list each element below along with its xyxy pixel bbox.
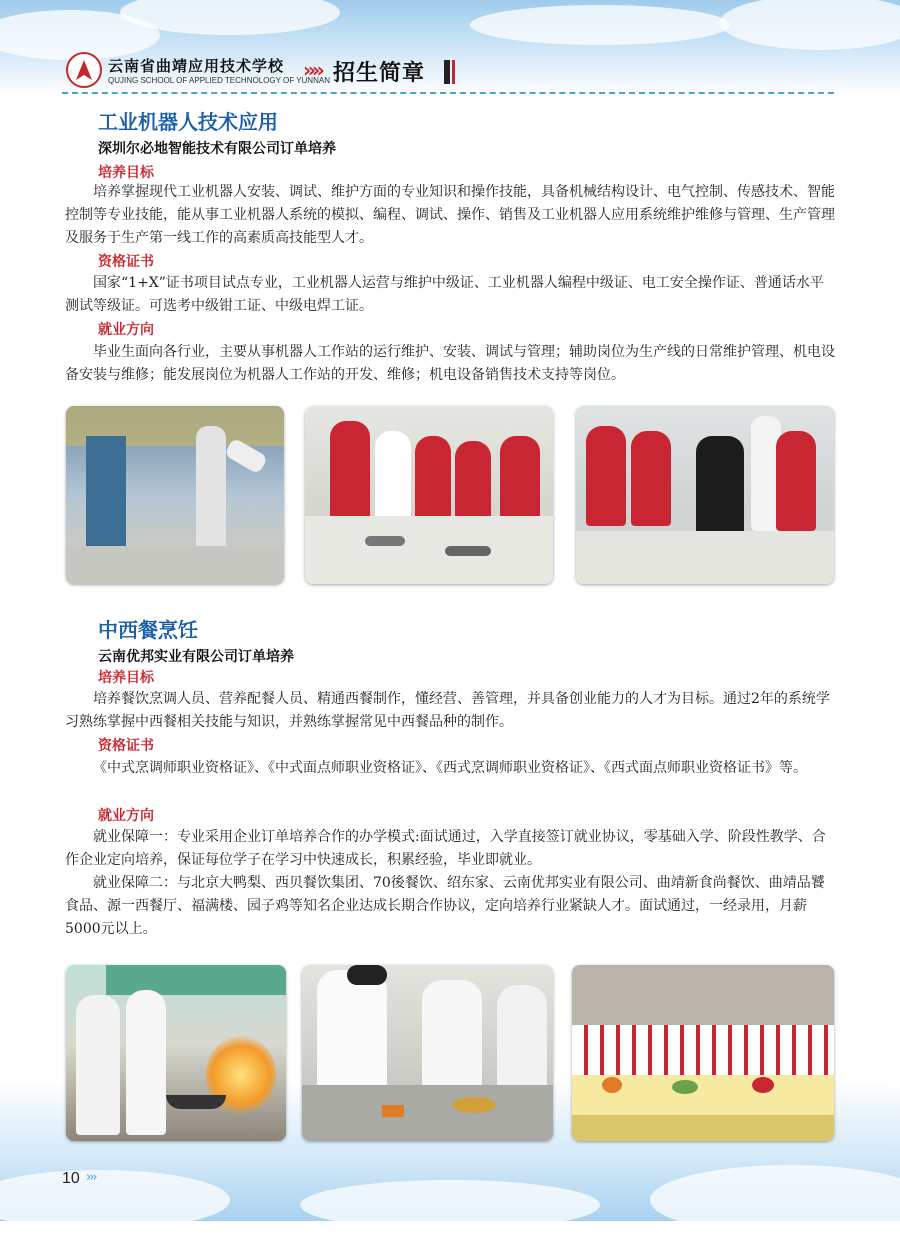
page-number: 10 (62, 1170, 80, 1187)
header-divider (62, 92, 834, 94)
paragraph-employment-guarantee-1: 就业保障一：专业采用企业订单培养合作的办学模式:面试通过，入学直接签订就业协议，零基础入学、阶段性教学、合作企业定向培养，保证每位学子在学习中快速成长，积累经验，毕业即就业。 (65, 829, 826, 868)
label-certificate: 资格证书 (98, 738, 154, 754)
cloud-shape (650, 1165, 900, 1235)
section-company-cooking: 云南优邦实业有限公司订单培养 (98, 649, 294, 665)
label-employment: 就业方向 (98, 808, 154, 824)
brochure-title: 招生简章 (333, 61, 426, 86)
school-name-cn: 云南省曲靖应用技术学校 (108, 57, 285, 75)
label-training-goal: 培养目标 (98, 670, 154, 686)
title-bar-decoration-red (452, 60, 455, 84)
paragraph-training-goal: 培养餐饮烹调人员、营养配餐人员、精通西餐制作，懂经营、善管理，并具备创业能力的人才为目标。通过2年的系统学习熟练掌握中西餐相关技能与知识，并熟练掌握常见中西餐品种的制作。 (65, 691, 830, 730)
chevron-right-icon: ››› (86, 1170, 96, 1185)
photo-chef-flames (66, 965, 286, 1141)
paragraph-certificate: 《中式烹调师职业资格证》、《中式面点师职业资格证》、《西式烹调师职业资格证》、《西式面点师职业资格证书》等。 (93, 760, 807, 776)
label-employment: 就业方向 (98, 322, 154, 338)
label-training-goal: 培养目标 (98, 165, 154, 181)
page-header (60, 50, 860, 94)
school-name-en: QUJING SCHOOL OF APPLIED TECHNOLOGY OF YUNNAN (108, 76, 330, 85)
chevron-icon: »» (303, 58, 321, 82)
section-title-robotics: 工业机器人技术应用 (98, 110, 278, 134)
label-certificate: 资格证书 (98, 254, 154, 270)
title-bar-decoration (444, 60, 450, 84)
cloud-shape (470, 5, 730, 45)
section-title-cooking: 中西餐烹饪 (98, 618, 198, 642)
paragraph-training-goal: 培养掌握现代工业机器人安装、调试、维护方面的专业知识和操作技能，具备机械结构设计、电气控制、传感技术、智能控制等专业技能，能从事工业机器人系统的模拟、编程、调试、操作、销售及工业机器人应用系统维护维修与管理、生产管理及服务于生产第一线工作的高素质高技能型人才。 (65, 184, 835, 246)
photo-students-drones (305, 406, 553, 584)
cloud-shape (300, 1180, 600, 1230)
paragraph-employment-guarantee-2: 就业保障二：与北京大鸭梨、西贝餐饮集团、70後餐饮、绍东家、云南优邦实业有限公司、曲靖新食尚餐饮、曲靖品饕食品、源一西餐厅、福满楼、园子鸡等知名企业达成长期合作协议，定向培养行业紧缺人才。面试通过，一经录用，月薪5000元以上。 (65, 875, 825, 937)
photo-robot-arm-lab (66, 406, 284, 584)
school-logo-mark (76, 60, 92, 80)
photo-food-display (572, 965, 834, 1141)
photo-students-cutting (302, 965, 553, 1141)
cloud-shape (0, 1170, 230, 1230)
paragraph-certificate: 国家“1+X”证书项目试点专业，工业机器人运营与维护中级证、工业机器人编程中级证、电工安全操作证、普通话水平测试等级证。可选考中级钳工证、中级电焊工证。 (65, 275, 824, 314)
paragraph-employment: 毕业生面向各行业，主要从事机器人工作站的运行维护、安装、调试与管理；辅助岗位为生产线的日常维护管理、机电设备安装与维修；能发展岗位为机器人工作站的开发、维修；机电设备销售技术支持等岗位。 (65, 344, 835, 383)
photo-robot-training (576, 406, 834, 584)
section-company-robotics: 深圳尔必地智能技术有限公司订单培养 (98, 141, 336, 157)
school-logo (66, 52, 102, 88)
cloud-shape (720, 0, 900, 50)
